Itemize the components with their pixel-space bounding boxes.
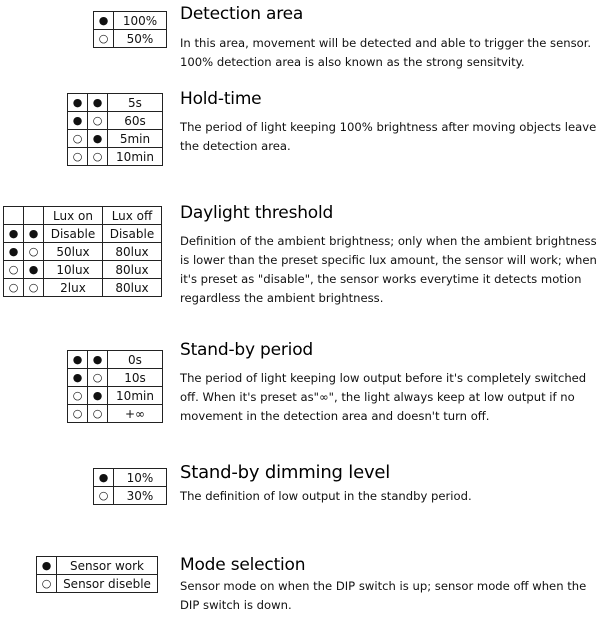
table-row <box>68 387 163 405</box>
table-row <box>68 130 163 148</box>
table-row <box>68 148 163 166</box>
dip-off-icon: ○ <box>68 130 88 148</box>
hold-time-description: The period of light keeping 100% brightness after moving objects leave the detection area. <box>180 120 597 153</box>
dip-on-icon: ● <box>88 387 108 405</box>
standby-dimming-table <box>93 468 167 505</box>
lux-off-header: Lux off <box>103 207 162 225</box>
dip-off-icon: ○ <box>24 243 44 261</box>
table-cell: Disable <box>103 225 162 243</box>
table-row <box>68 369 163 387</box>
table-cell: 100% <box>114 12 167 30</box>
table-cell: 60s <box>108 112 163 130</box>
table-cell: 50% <box>114 30 167 48</box>
table-row <box>94 12 167 30</box>
table-row <box>37 575 158 593</box>
daylight-threshold-title: Daylight threshold <box>180 203 334 223</box>
dip-off-icon: ○ <box>94 487 114 505</box>
table-cell: 80lux <box>103 279 162 297</box>
table-cell: 50lux <box>44 243 103 261</box>
table-cell <box>24 207 44 225</box>
table-cell: 0s <box>108 351 163 369</box>
daylight-threshold-description: Definition of the ambient brightness; only when the ambient brightness is lower than the preset specific lux amount, the sensor will work; when it's preset as "disable", the sensor works everytime it detects motion regardless the ambient brightness. <box>180 234 597 305</box>
table-cell: 80lux <box>103 243 162 261</box>
dip-on-icon: ● <box>68 351 88 369</box>
standby-dimming-title: Stand-by dimming level <box>180 462 391 483</box>
dip-on-icon: ● <box>4 243 24 261</box>
table-cell: Disable <box>44 225 103 243</box>
hold-time-title: Hold-time <box>180 89 262 109</box>
table-cell: 5min <box>108 130 163 148</box>
daylight-threshold-table <box>3 206 162 297</box>
dip-off-icon: ○ <box>68 148 88 166</box>
dip-off-icon: ○ <box>24 279 44 297</box>
detection-area-description: In this area, movement will be detected and able to trigger the sensor. 100% detection area is also known as the strong sensitvity. <box>180 36 592 69</box>
dip-on-icon: ● <box>68 112 88 130</box>
table-row <box>4 225 162 243</box>
dip-off-icon: ○ <box>37 575 57 593</box>
table-row <box>4 243 162 261</box>
table-cell <box>4 207 24 225</box>
table-cell: 5s <box>108 94 163 112</box>
detection-area-title: Detection area <box>180 4 304 24</box>
dip-off-icon: ○ <box>4 279 24 297</box>
dip-off-icon: ○ <box>94 30 114 48</box>
standby-period-title: Stand-by period <box>180 340 313 360</box>
table-row <box>37 557 158 575</box>
detection-area-table <box>93 11 167 48</box>
table-row <box>68 94 163 112</box>
dip-off-icon: ○ <box>68 387 88 405</box>
standby-period-description: The period of light keeping low output before it's completely switched off. When it's preset as"∞", the light always keep at low output if no movement in the detection area and doesn't turn off. <box>180 371 587 423</box>
dip-off-icon: ○ <box>88 405 108 423</box>
table-row <box>94 469 167 487</box>
table-row <box>4 261 162 279</box>
dip-on-icon: ● <box>24 225 44 243</box>
table-cell: Sensor work <box>57 557 158 575</box>
mode-selection-table <box>36 556 158 593</box>
dip-off-icon: ○ <box>88 369 108 387</box>
dip-on-icon: ● <box>68 369 88 387</box>
table-row <box>94 487 167 505</box>
dip-on-icon: ● <box>24 261 44 279</box>
dip-on-icon: ● <box>88 130 108 148</box>
table-cell: 10min <box>108 387 163 405</box>
dip-on-icon: ● <box>94 469 114 487</box>
table-row <box>4 279 162 297</box>
dip-off-icon: ○ <box>68 405 88 423</box>
standby-period-table <box>67 350 163 423</box>
dip-on-icon: ● <box>37 557 57 575</box>
dip-on-icon: ● <box>88 94 108 112</box>
table-cell: 10s <box>108 369 163 387</box>
dip-off-icon: ○ <box>88 112 108 130</box>
table-row <box>68 405 163 423</box>
lux-on-header: Lux on <box>44 207 103 225</box>
table-cell: 10% <box>114 469 167 487</box>
standby-dimming-description: The definition of low output in the standby period. <box>180 489 472 503</box>
table-cell: 30% <box>114 487 167 505</box>
table-row <box>4 207 162 225</box>
dip-off-icon: ○ <box>4 261 24 279</box>
mode-selection-title: Mode selection <box>180 555 306 575</box>
hold-time-table <box>67 93 163 166</box>
table-cell: +∞ <box>108 405 163 423</box>
table-row <box>68 351 163 369</box>
dip-on-icon: ● <box>68 94 88 112</box>
table-cell: 10min <box>108 148 163 166</box>
table-row <box>94 30 167 48</box>
dip-on-icon: ● <box>88 351 108 369</box>
dip-on-icon: ● <box>94 12 114 30</box>
table-cell: Sensor diseble <box>57 575 158 593</box>
table-cell: 80lux <box>103 261 162 279</box>
table-cell: 10lux <box>44 261 103 279</box>
dip-off-icon: ○ <box>88 148 108 166</box>
table-row <box>68 112 163 130</box>
dip-on-icon: ● <box>4 225 24 243</box>
table-cell: 2lux <box>44 279 103 297</box>
mode-selection-description: Sensor mode on when the DIP switch is up; sensor mode off when the DIP switch is down. <box>180 579 587 612</box>
